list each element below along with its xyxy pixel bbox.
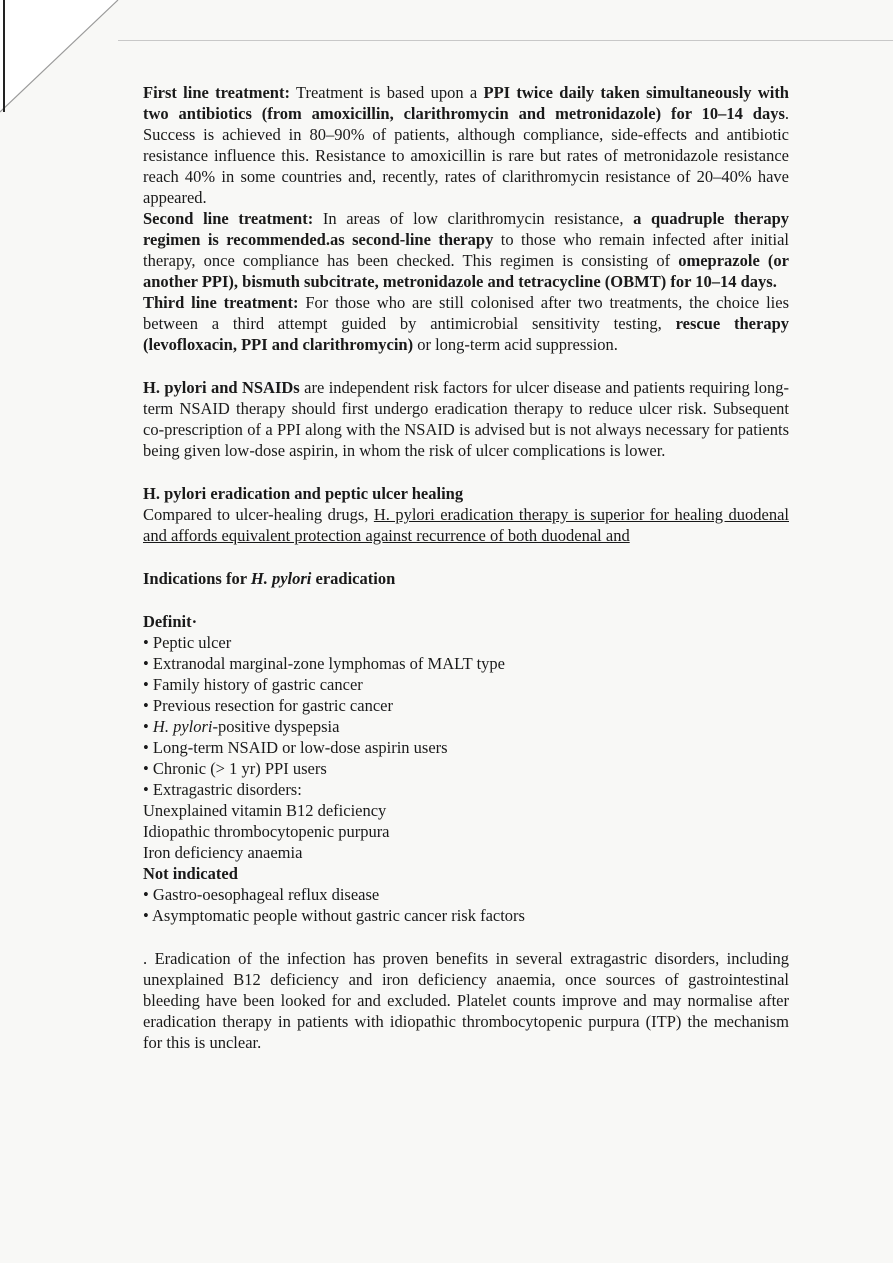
- first-line-label: First line treatment:: [143, 83, 290, 102]
- list-item: • Chronic (> 1 yr) PPI users: [143, 758, 789, 779]
- third-line-label: Third line treatment:: [143, 293, 299, 312]
- first-line-paragraph: First line treatment: Treatment is based upon a PPI twice daily taken simultaneously with two antibiotics (from amoxicillin, clarithromycin and metronidazole) for 10–14 days. Success is achieved in 80–90% of patients, although compliance, side-effects and antibiotic resistance influence this. Resistance to amoxicillin is rare but rates of metronidazole resistance reach 40% in some countries and, recently, rates of clarithromycin resistance of 20–40% have appeared.: [143, 83, 789, 207]
- scan-edge-line: [118, 40, 893, 41]
- closing-paragraph: . Eradication of the infection has proven benefits in several extragastric disorders, including unexplained B12 deficiency and iron deficiency anaemia, once sources of gastrointestinal bleeding have been looked for and excluded. Platelet counts improve and may normalise after eradication therapy in patients with idiopathic thrombocytopenic purpura (ITP) the mechanism for this is unclear.: [143, 949, 789, 1052]
- list-item: • Peptic ulcer: [143, 632, 789, 653]
- not-indicated-label: Not indicated: [143, 864, 238, 883]
- healing-heading: H. pylori eradication and peptic ulcer healing: [143, 484, 464, 503]
- folded-corner: [0, 0, 125, 125]
- list-item: • Previous resection for gastric cancer: [143, 695, 789, 716]
- second-line-label: Second line treatment:: [143, 209, 314, 228]
- not-indicated-list: [143, 884, 789, 926]
- indications-heading: Indications for H. pylori eradication: [143, 569, 396, 588]
- list-item: • Extragastric disorders:: [143, 779, 789, 800]
- extragastric-item: Idiopathic thrombocytopenic purpura: [143, 822, 390, 841]
- list-item: • Long-term NSAID or low-dose aspirin users: [143, 737, 789, 758]
- list-item: • Family history of gastric cancer: [143, 674, 789, 695]
- healing-paragraph: Compared to ulcer-healing drugs, H. pylori eradication therapy is superior for healing duodenal and affords equivalent protection against recurrence of both duodenal and: [143, 505, 789, 545]
- list-item: • Extranodal marginal-zone lymphomas of MALT type: [143, 653, 789, 674]
- list-item: • Gastro-oesophageal reflux disease: [143, 884, 789, 905]
- nsaids-paragraph: H. pylori and NSAIDs are independent risk factors for ulcer disease and patients requiring long-term NSAID therapy should first undergo eradication therapy to reduce ulcer risk. Subsequent co-prescription of a PPI along with the NSAID is advised but is not always necessary for patients being given low-dose aspirin, in whom the risk of ulcer complications is lower.: [143, 378, 789, 460]
- definite-list: [143, 632, 789, 800]
- definite-label: Definit·: [143, 612, 198, 631]
- third-line-paragraph: Third line treatment: For those who are still colonised after two treatments, the choice lies between a third attempt guided by antimicrobial sensitivity testing, rescue therapy (levofloxacin, PPI and clarithromycin) or long-term acid suppression.: [143, 293, 789, 354]
- second-line-paragraph: Second line treatment: In areas of low clarithromycin resistance, a quadruple therapy regimen is recommended.as second-line therapy to those who remain infected after initial therapy, once compliance has been checked. This regimen is consisting of omeprazole (or another PPI), bismuth subcitrate, metronidazole and tetracycline (OBMT) for 10–14 days.: [143, 209, 789, 291]
- extragastric-item: Iron deficiency anaemia: [143, 843, 303, 862]
- list-item: • H. pylori-positive dyspepsia: [143, 716, 789, 737]
- document-page: [143, 82, 789, 1053]
- list-item: • Asymptomatic people without gastric cancer risk factors: [143, 905, 789, 926]
- extragastric-item: Unexplained vitamin B12 deficiency: [143, 801, 387, 820]
